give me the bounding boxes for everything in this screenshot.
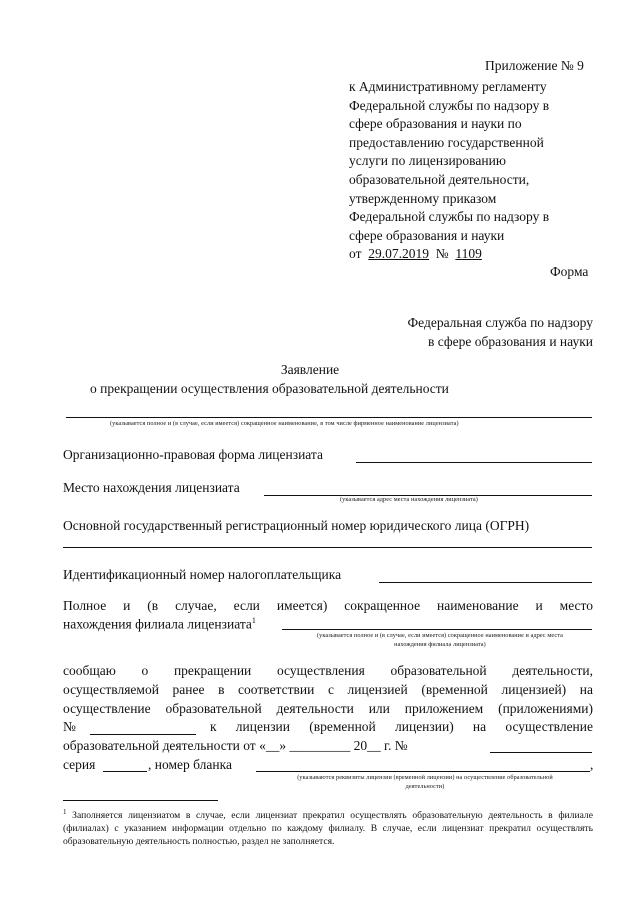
order-line (349, 245, 549, 264)
regulation-line: к Административному регламенту (349, 79, 547, 94)
ogrn-field[interactable] (63, 547, 592, 548)
appendix-number: Приложение № 9 (485, 58, 584, 73)
license-no-label: № (63, 719, 76, 734)
org-form-field[interactable] (356, 462, 592, 463)
form-label: Форма (550, 264, 589, 279)
hint-requisites-line: деятельности) (405, 783, 445, 790)
footnote (63, 806, 593, 848)
license-number-field[interactable] (90, 734, 196, 735)
regulation-line: предоставлению государственной (349, 134, 544, 150)
document-subtitle: о прекращении осуществления образовательной деятельности (90, 381, 449, 396)
regulation-line: услуги по лицензированию (349, 153, 506, 169)
series-field[interactable] (103, 771, 147, 772)
series-label: серия (63, 757, 96, 772)
blank-number-label: , номер бланка (148, 757, 232, 772)
licensee-name-field[interactable] (66, 417, 592, 418)
regulation-line: Федеральной службы по надзору в (349, 209, 550, 225)
body-line: к лицензии (временной лицензии) на осуществление (210, 719, 593, 734)
location-label: Место нахождения лицензиата (63, 480, 240, 495)
trailing-comma: , (590, 757, 594, 772)
hint-location: (указывается адрес места нахождения лицензиата) (340, 496, 478, 503)
addressee-line: в сфере образования и науки (427, 334, 593, 349)
body-line: осуществляемой ранее в соответствии с лицензией (временной лицензией) на (63, 682, 593, 697)
branch-field[interactable] (282, 629, 592, 630)
hint-requisites (258, 773, 592, 791)
addressee (407, 313, 593, 351)
license-date-line: образовательной деятельности от «__» _________ 20__ г. № (63, 738, 408, 753)
branch-label-line1: Полное и (в случае, если имеется) сокращенное наименование и место (63, 598, 593, 613)
regulation-line: образовательной деятельности, (349, 171, 530, 187)
branch-label-line2 (63, 616, 256, 633)
hint-branch-line: нахождения филиала лицензиата) (394, 641, 486, 648)
ogrn-label: Основной государственный регистрационный номер юридического лица (ОГРН) (63, 518, 530, 533)
footnote-ref: 1 (251, 616, 256, 625)
document-title (0, 362, 640, 378)
regulation-reference (349, 78, 549, 264)
body-line: осуществление образовательной деятельности или приложением (приложениями) (63, 701, 593, 716)
footnote-text: Заполняется лицензиатом в случае, если лицензиат прекратил осуществлять образовательную деятельность в филиале (филиалах) с указанием информации отдельно по каждому филиалу. В случае, если лицензиат прекратил осуществлять образовательную деятельность полностью, раздел не заполняется. (63, 810, 593, 848)
regulation-line: сфере образования и науки (349, 227, 505, 243)
body-line: сообщаю о прекращении осуществления образовательной деятельности, (63, 663, 593, 678)
org-form-label: Организационно-правовая форма лицензиата (63, 447, 323, 462)
order-from: от (349, 246, 362, 262)
license-reg-number-field[interactable] (490, 752, 592, 753)
order-number: 1109 (455, 246, 482, 262)
inn-label: Идентификационный номер налогоплательщика (63, 567, 342, 582)
blank-number-field[interactable] (256, 771, 590, 772)
inn-field[interactable] (379, 582, 592, 583)
title-text: Заявление (280, 362, 340, 377)
regulation-line: утвержденному приказом (349, 190, 497, 206)
regulation-line: Федеральной службы по надзору в (349, 97, 550, 113)
footnote-separator (63, 800, 218, 801)
order-date: 29.07.2019 (368, 246, 429, 262)
addressee-line: Федеральная служба по надзору (407, 315, 593, 330)
branch-label-text: нахождения филиала лицензиата (63, 616, 252, 632)
footnote-mark: 1 (63, 808, 67, 816)
hint-licensee-name: (указывается полное и (в случае, если имеется) сокращенное наименование, в том числе фирменное наименование лицензиата) (110, 420, 459, 427)
order-no-label: № (435, 246, 449, 262)
hint-branch (290, 631, 590, 649)
hint-branch-line: (указывается полное и (в случае, если имеется) сокращенное наименование и адрес места (316, 632, 563, 639)
regulation-line: сфере образования и науки по (349, 116, 522, 132)
hint-requisites-line: (указываются реквизиты лицензии (временной лицензии) на осуществление образовательной (297, 774, 553, 781)
